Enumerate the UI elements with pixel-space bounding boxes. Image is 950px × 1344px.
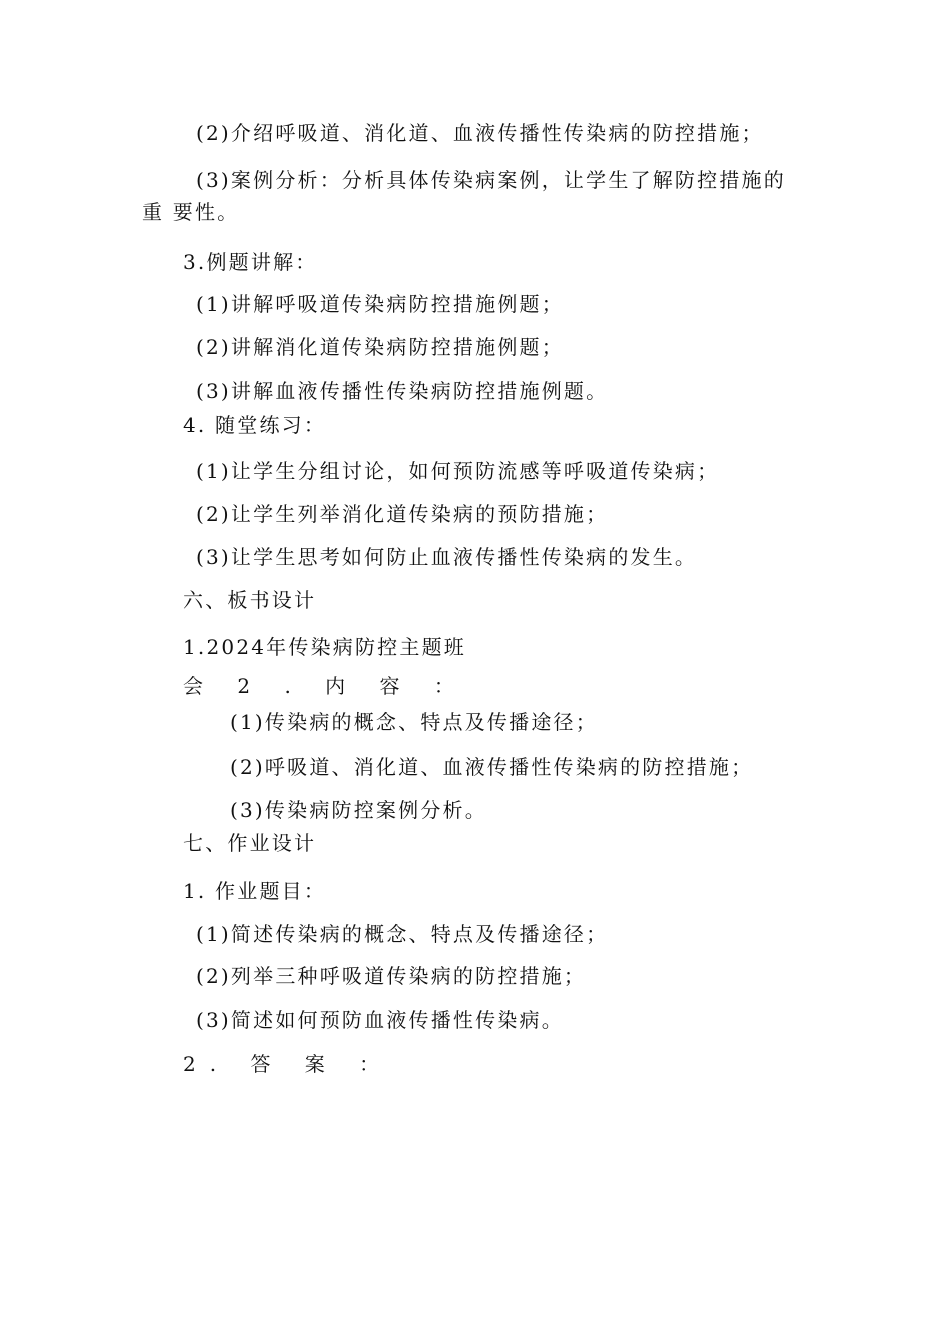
text-line-example-3: (3)讲解血液传播性传染病防控措施例题。 — [196, 379, 609, 403]
text-line-homework-2: (2)列举三种呼吸道传染病的防控措施； — [196, 964, 587, 988]
heading-class-practice: 4. 随堂练习： — [183, 413, 327, 437]
text-line-practice-1: (1)让学生分组讨论，如何预防流感等呼吸道传染病； — [196, 459, 720, 483]
text-line-prevention-measures: (2)介绍呼吸道、消化道、血液传播性传染病的防控措施； — [196, 121, 764, 145]
text-line-content-label: 会 2 . 内 容 ： — [183, 674, 468, 698]
text-line-practice-3: (3)让学生思考如何防止血液传播性传染病的发生。 — [196, 545, 698, 569]
heading-homework-design: 七、作业设计 — [183, 831, 317, 855]
text-line-case-analysis: (3)案例分析：分析具体传染病案例，让学生了解防控措施的 — [196, 168, 786, 192]
heading-example-explanation: 3.例题讲解： — [183, 250, 318, 274]
heading-answers: 2. 答 案 ： — [183, 1052, 394, 1076]
text-line-theme-class: 1.2024年传染病防控主题班 — [183, 635, 466, 659]
text-line-practice-2: (2)让学生列举消化道传染病的预防措施； — [196, 502, 609, 526]
text-line-case-analysis-cont: 重 要性。 — [142, 200, 240, 224]
text-line-board-3: (3)传染病防控案例分析。 — [230, 798, 487, 822]
text-line-homework-1: (1)简述传染病的概念、特点及传播途径； — [196, 922, 609, 946]
text-line-board-2: (2)呼吸道、消化道、血液传播性传染病的防控措施； — [230, 755, 754, 779]
text-line-example-1: (1)讲解呼吸道传染病防控措施例题； — [196, 292, 564, 316]
heading-homework-questions: 1. 作业题目： — [183, 879, 327, 903]
text-line-board-1: (1)传染病的概念、特点及传播途径； — [230, 710, 598, 734]
text-line-homework-3: (3)简述如何预防血液传播性传染病。 — [196, 1008, 564, 1032]
heading-blackboard-design: 六、板书设计 — [183, 588, 317, 612]
text-line-example-2: (2)讲解消化道传染病防控措施例题； — [196, 335, 564, 359]
